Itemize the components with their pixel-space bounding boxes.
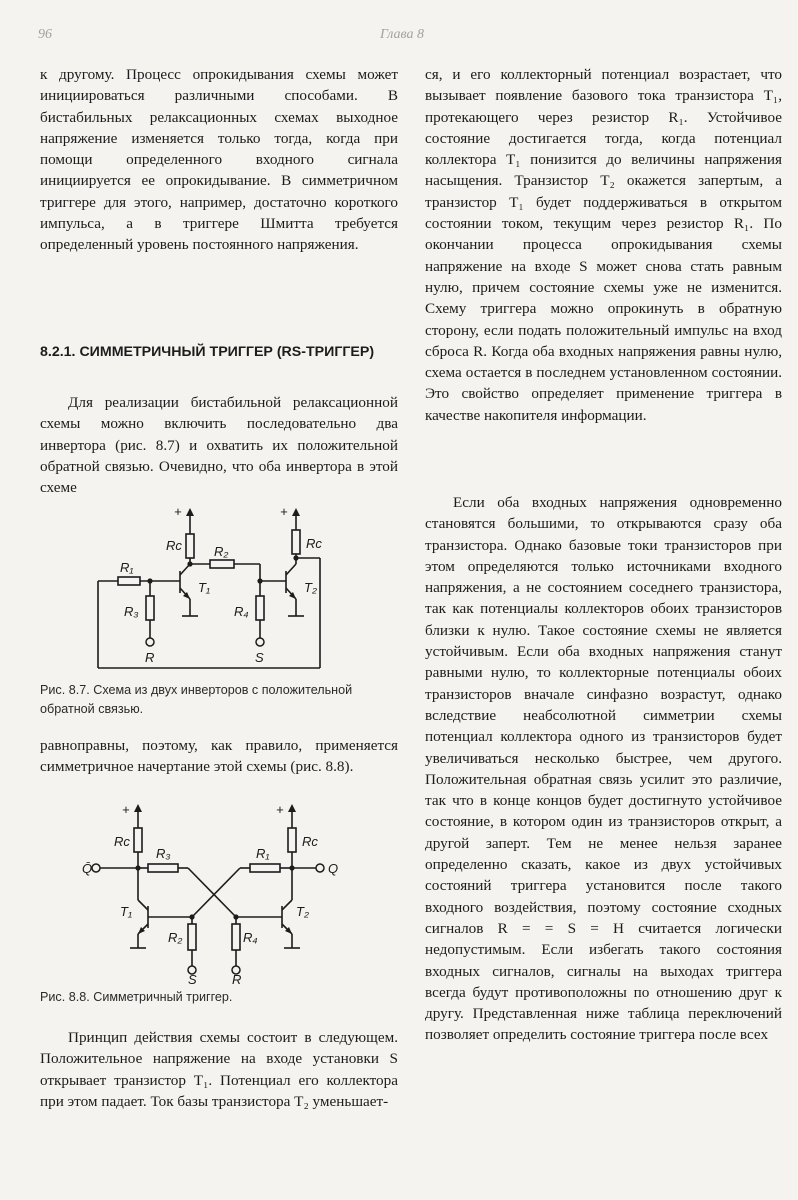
figure-8-8-caption: Рис. 8.8. Симметричный триггер.: [40, 990, 233, 1004]
resistor-r4: [232, 924, 240, 950]
resistor-r2: [210, 560, 234, 568]
resistor-r2: [188, 924, 196, 950]
resistor-r1: [118, 577, 140, 585]
resistor-r3: [148, 864, 178, 872]
label-input-r: R: [232, 972, 242, 984]
resistor-r4: [256, 596, 264, 620]
section-heading: 8.2.1. СИММЕТРИЧНЫЙ ТРИГГЕР (RS-ТРИГГЕР): [40, 344, 375, 360]
resistor-r1: [250, 864, 280, 872]
label-rc-1: Rc: [166, 538, 182, 553]
label-plus-2: +: [276, 802, 284, 817]
label-r4: R₄: [243, 930, 258, 945]
label-r3: R₃: [156, 846, 171, 861]
resistor-rc2: [292, 530, 300, 554]
page-number: 96: [38, 27, 52, 42]
label-r1: R₁: [120, 560, 134, 575]
label-input-r: R: [145, 650, 155, 665]
resistor-rc1: [134, 828, 142, 852]
resistor-rc2: [288, 828, 296, 852]
resistor-rc1: [186, 534, 194, 558]
label-r4: R₄: [234, 604, 249, 619]
figure-8-7-schematic: [90, 500, 330, 676]
label-q: Q: [328, 861, 339, 876]
input-terminal-s: [256, 638, 264, 646]
label-r2: R₂: [214, 544, 229, 559]
left-paragraph-4: Принцип действия схемы состоит в следующем. Положительное напряжение на входе установки S открывает транзистор T₁. Потенциал его коллектора при этом падает. Ток базы транзистора T₂ уменьшает-: [40, 1029, 398, 1110]
running-chapter-title: Глава 8: [380, 27, 424, 42]
left-paragraph-2: Для реализации бистабильной релаксационной схемы можно включить последовательно два инвертора (рис. 8.7) и охватить их положительной обратной связью. Очевидно, что оба инвертора в этой схеме: [40, 394, 398, 497]
label-plus-1: +: [122, 802, 130, 817]
label-rc-2: Rc: [302, 834, 318, 849]
right-paragraph-1: ся, и его коллекторный потенциал возрастает, что вызывает появление базового тока транзистора T₁, протекающего через резистор R₁. Устойчивое состояние достигается тогда, когда потенциал коллектора T₁ понизится до величины напряжения насыщения. Транзистор T₂ окажется запертым, а транзистор T₁ будет поддерживаться в открытом состоянии током, текущим через резистор R₁. По окончании процесса опрокидывания схемы напряжение на входе S может снова стать равным нулю, причем состояние схемы уже не изменится. Схему триггера можно опрокинуть в обратную сторону, если подать положительный импульс на вход сброса R. Когда оба входных напряжения равны нулю, схема остается в последнем установленном состоянии. Это свойство определяет применение триггера в качестве накопителя информации.: [425, 66, 782, 424]
label-input-s: S: [188, 972, 197, 984]
label-r1: R₁: [256, 846, 270, 861]
left-paragraph-3: равноправны, поэтому, как правило, применяется симметричное начертание этой схемы (рис. 8.8).: [40, 737, 398, 776]
label-t1: T₁: [198, 580, 211, 595]
label-t1: T₁: [120, 904, 133, 919]
output-q: [316, 864, 324, 872]
label-t2: T₂: [304, 580, 317, 595]
label-rc-2: Rc: [306, 536, 322, 551]
figure-8-8-schematic: [80, 798, 350, 984]
label-r2: R₂: [168, 930, 183, 945]
label-plus-1: +: [174, 504, 182, 519]
output-q-bar: [92, 864, 100, 872]
label-q-bar: Q̄: [82, 861, 93, 876]
left-paragraph-1: к другому. Процесс опрокидывания схемы может инициироваться различными способами. В бистабильных релаксационных схемах выходное напряжение изменяется только тогда, когда при помощи определенного входного сигнала инициируется ее опрокидывание. В симметричном триггере для этого, например, достаточно короткого импульса, а в триггере Шмитта требуется определенный уровень постоянного напряжения.: [40, 66, 398, 254]
label-input-s: S: [255, 650, 264, 665]
figure-8-7-caption: Рис. 8.7. Схема из двух инверторов с положительной обратной связью.: [40, 683, 353, 716]
right-paragraph-2: Если оба входных напряжения одновременно становятся большими, то открываются сразу оба транзистора. Однако базовые токи транзисторов при этом определяются только источниками входного напряжения, а не состоянием соседнего транзистора, так как потенциалы коллекторов обоих транзисторов близки к нулю. Такое состояние схемы не является устойчивым. Если оба входных напряжения станут равными нулю, то коллекторные потенциалы обоих транзисторов вначале синфазно возрастут, однако вследствие неабсолютной симметрии схемы потенциал коллектора одного из транзисторов будет увеличиваться несколько быстрее, чем другого. Положительная обратная связь усилит это различие, так что в конце концов будет достигнуто устойчивое состояние, в котором один из транзисторов открыт, а другой заперт. Тем не менее нельзя заранее определенно сказать, какое из двух устойчивых состояний триггера установится после такого входного воздействия, поэтому состояние сходных сигналов R = = S = H считается логически недопустимым. Если избегать такого состояния входных сигналов, сигналы на выходах триггера всегда будут противоположны по отношению друг к другу. Представленная ниже таблица переключений позволяет определить состояние триггера после всех: [425, 494, 782, 1044]
resistor-r3: [146, 596, 154, 620]
label-r3: R₃: [124, 604, 139, 619]
label-t2: T₂: [296, 904, 309, 919]
label-rc-1: Rc: [114, 834, 130, 849]
input-terminal-r: [146, 638, 154, 646]
label-plus-2: +: [280, 504, 288, 519]
